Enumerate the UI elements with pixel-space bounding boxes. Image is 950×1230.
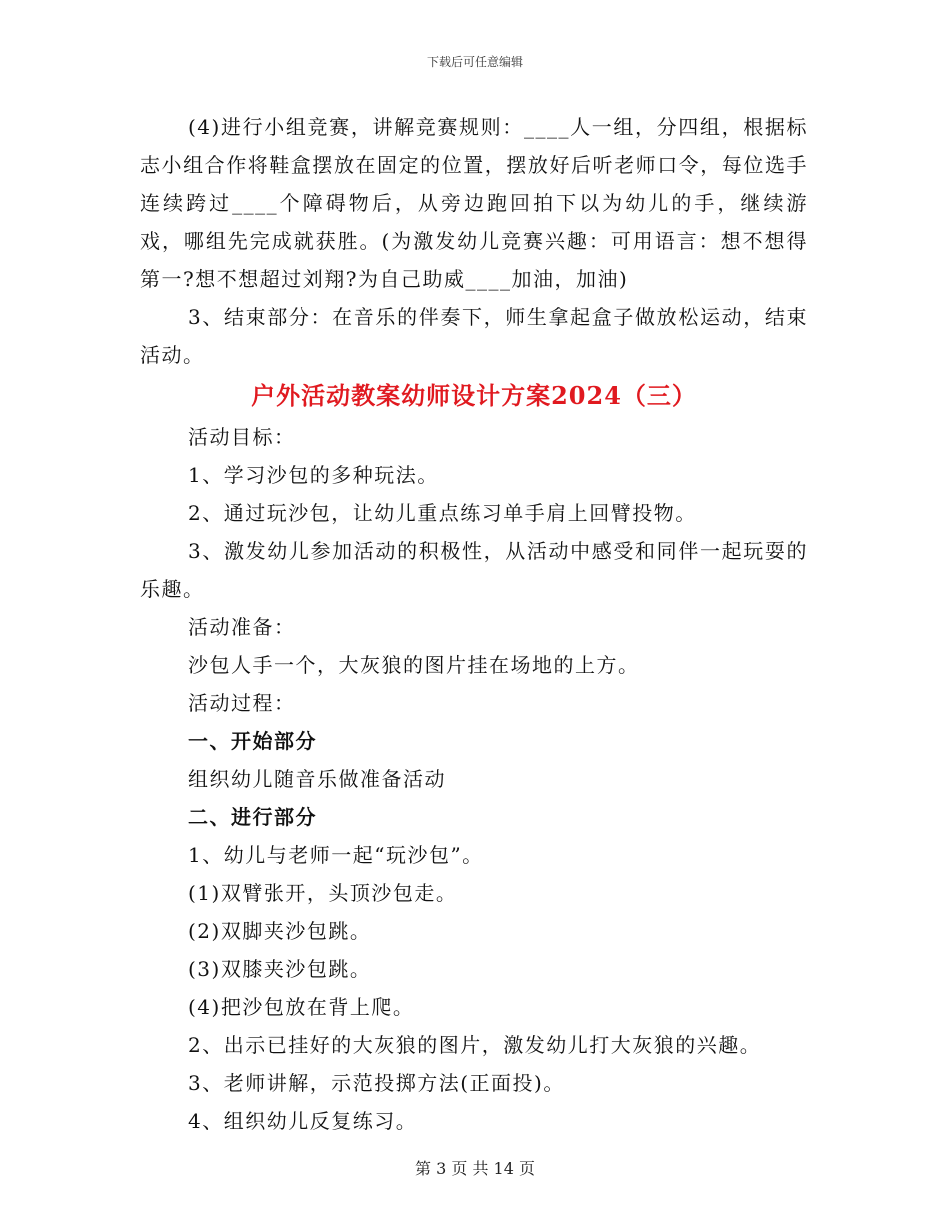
paragraph-part-2-heading: 二、进行部分: [188, 805, 317, 829]
paragraph-step-4: 4、组织幼儿反复练习。: [188, 1109, 418, 1133]
paragraph-step-1-a: (1)双臂张开，头顶沙包走。: [188, 881, 458, 905]
paragraph-prep-heading: 活动准备：: [188, 615, 296, 639]
page-header: 下载后可任意编辑: [426, 55, 523, 69]
paragraph-part-1-content: 组织幼儿随音乐做准备活动: [188, 767, 446, 791]
paragraph-competition-rules: (4)进行小组竞赛，讲解竞赛规则：____人一组，分四组，根据标志小组合作将鞋盒摆放在固定的位置，摆放好后听老师口令，每位选手连续跨过____个障碍物后，从旁边跑回拍下以为幼儿的手，继续游戏，哪组先完成就获胜。(为激发幼儿竞赛兴趣：可用语言：想不想得第一?想不想超过刘翔?为自己助威____加油，加油): [140, 115, 808, 291]
paragraph-step-1-c: (3)双膝夹沙包跳。: [188, 957, 372, 981]
paragraph-step-1: 1、幼儿与老师一起“玩沙包”。: [188, 843, 484, 867]
paragraph-goal-1: 1、学习沙包的多种玩法。: [188, 463, 439, 487]
paragraph-part-1-heading: 一、开始部分: [188, 729, 317, 753]
section-title: 户外活动教案幼师设计方案2024（三）: [251, 381, 697, 410]
paragraph-ending: 3、结束部分：在音乐的伴奏下，师生拿起盒子做放松运动，结束活动。: [140, 305, 808, 367]
document-body: [140, 108, 808, 1140]
paragraph-process-heading: 活动过程：: [188, 691, 296, 715]
paragraph-goals-heading: 活动目标：: [188, 425, 296, 449]
paragraph-step-3: 3、老师讲解，示范投掷方法(正面投)。: [188, 1071, 565, 1095]
paragraph-step-1-d: (4)把沙包放在背上爬。: [188, 995, 415, 1019]
paragraph-prep-content: 沙包人手一个，大灰狼的图片挂在场地的上方。: [188, 653, 640, 677]
paragraph-step-1-b: (2)双脚夹沙包跳。: [188, 919, 372, 943]
paragraph-step-2: 2、出示已挂好的大灰狼的图片，激发幼儿打大灰狼的兴趣。: [188, 1033, 762, 1057]
paragraph-goal-2: 2、通过玩沙包，让幼儿重点练习单手肩上回臂投物。: [188, 501, 697, 525]
page-footer: 第 3 页 共 14 页: [415, 1159, 535, 1178]
paragraph-goal-3: 3、激发幼儿参加活动的积极性，从活动中感受和同伴一起玩耍的乐趣。: [140, 539, 808, 601]
